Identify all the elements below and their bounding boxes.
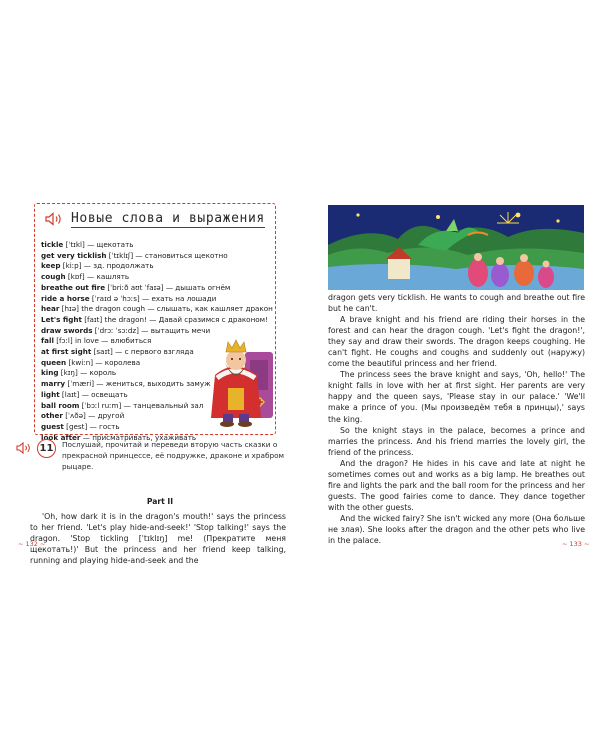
vocab-word: hear xyxy=(41,304,60,314)
vocab-translation: [ˈbriːð aʊt ˈfaɪə] — дышать огнём xyxy=(105,282,231,292)
vocab-word: get very ticklish xyxy=(41,250,107,260)
vocab-translation: [ˈtɪklɪʃ] — становиться щекотно xyxy=(106,250,228,260)
vocab-translation: [kwiːn] — королева xyxy=(66,357,141,367)
story-text-left: 'Oh, how dark it is in the dragon's mouth!' says the princess to her friend. 'Let's play hide-and-seek!' 'Stop talking!' says the dragon. 'Stop tickling [ˈtɪklɪŋ] me! (Прекратите меня щекотать!)' But the princess and her friend keep talking, running and playing hide-and-seek and the xyxy=(30,512,286,566)
vocab-translation: [faɪt] the dragon! — Давай сразимся с драконом! xyxy=(81,314,268,324)
vocab-translation: [kɒf] — кашлять xyxy=(65,272,130,282)
king-illustration xyxy=(205,330,275,430)
exercise-number: 11 xyxy=(37,439,56,458)
vocab-item xyxy=(41,304,273,315)
story-paragraph: A brave knight and his friend are riding their horses in the forest and can hear the dragon cough. 'Let's fight the dragon!', they say and draw their swords. The dragon keeps coughing. He can't fight. He coughs and coughs and suddenly out (наружу) come the beautiful princess and her friend. xyxy=(328,315,585,369)
vocab-item xyxy=(41,261,273,272)
speaker-icon[interactable] xyxy=(45,212,63,226)
vocab-translation: [kɪŋ] — король xyxy=(58,368,117,378)
vocab-word: keep xyxy=(41,261,61,271)
vocab-item xyxy=(41,240,273,251)
vocab-word: light xyxy=(41,389,60,399)
vocab-word: fall xyxy=(41,336,54,346)
vocab-word: king xyxy=(41,368,59,378)
vocab-translation: [hɪə] the dragon cough — слышать, как кашляет дракон xyxy=(59,304,273,314)
story-paragraph: And the wicked fairy? She isn't wicked any more (Она больше не злая). She looks after the dragon and the other pets who live in the palace. xyxy=(328,513,585,546)
story-paragraph: The princess sees the brave knight and says, 'Oh, hello!' The knight falls in love with her at first sight. Her parents are very happy and the queen says, 'Please stay in our palace.' 'We'll make a prince of you. (Мы произведём тебя в принцы),' says the king. xyxy=(328,370,585,424)
vocab-translation: [ˈʌðə] — другой xyxy=(62,411,125,421)
vocabulary-title: Новые слова и выражения xyxy=(71,210,265,226)
vocab-item xyxy=(41,315,273,326)
right-page xyxy=(300,0,600,750)
vocab-word: queen xyxy=(41,357,67,367)
vocab-word: guest xyxy=(41,421,64,431)
vocab-item xyxy=(41,251,273,262)
page-number-right: ~ 133 ~ xyxy=(562,540,590,548)
vocab-translation: [laɪt] — освещать xyxy=(59,389,128,399)
vocab-item xyxy=(41,294,273,305)
vocab-word: tickle xyxy=(41,240,64,249)
vocabulary-header xyxy=(45,208,265,230)
vocab-word: Let's fight xyxy=(41,314,82,324)
vocab-translation: [ˈtɪkl] — щекотать xyxy=(63,240,134,249)
vocab-item xyxy=(41,272,273,283)
page-number-left: ~ 132 ~ xyxy=(18,540,46,548)
exercise-instruction: Послушай, прочитай и переведи вторую часть сказки о прекрасной принцессе, её подружке, драконе и храбром рыцаре. xyxy=(62,440,285,471)
vocab-translation: [fɔːl] in love — влюбиться xyxy=(53,336,152,346)
story-paragraph: dragon gets very ticklish. He wants to cough and breathe out fire but he can't. xyxy=(328,293,585,314)
vocab-word: draw swords xyxy=(41,325,93,335)
vocab-item xyxy=(41,283,273,294)
story-text-right xyxy=(328,292,585,546)
story-paragraph: So the knight stays in the palace, becomes a prince and marries the princess. And his friend marries the lovely girl, the friend of the princess. xyxy=(328,425,585,457)
vocab-translation: [ˈmæri] — жениться, выходить замуж xyxy=(65,379,211,389)
vocab-word: other xyxy=(41,411,63,421)
vocab-translation: [ˈdrɔː ˈsɔːdz] — вытащить мечи xyxy=(92,325,211,335)
part-title: Part II xyxy=(146,497,174,506)
vocab-word: marry xyxy=(41,379,66,389)
vocab-translation: [kiːp] — зд. продолжать xyxy=(60,261,154,271)
vocab-translation: — присматривать, ухаживать xyxy=(80,432,197,442)
vocab-translation: [gest] — гость xyxy=(63,421,120,431)
vocab-translation: [saɪt] — с первого взгляда xyxy=(91,347,194,357)
vocab-word: at first sight xyxy=(41,347,92,357)
vocab-word: ride a horse xyxy=(41,293,90,303)
vocab-word: cough xyxy=(41,272,66,282)
vocab-word: look after xyxy=(41,432,81,442)
vocab-translation: [ˈraɪd ə ˈhɔːs] — ехать на лошади xyxy=(89,293,217,303)
audio-speaker-icon[interactable] xyxy=(16,442,32,454)
vocab-word: breathe out fire xyxy=(41,282,106,292)
vocab-word: ball room xyxy=(41,400,80,410)
fairy-tale-illustration xyxy=(328,205,584,290)
story-paragraph: And the dragon? He hides in his cave and late at night he sometimes comes out and works as a big lamp. He breathes out fire and lights the park and the ball room for the princess and her guests. The good fairies come to dance. They dance together with the other guests. xyxy=(328,458,585,512)
vocab-translation: [ˈbɔːl ruːm] — танцевальный зал xyxy=(79,400,204,410)
